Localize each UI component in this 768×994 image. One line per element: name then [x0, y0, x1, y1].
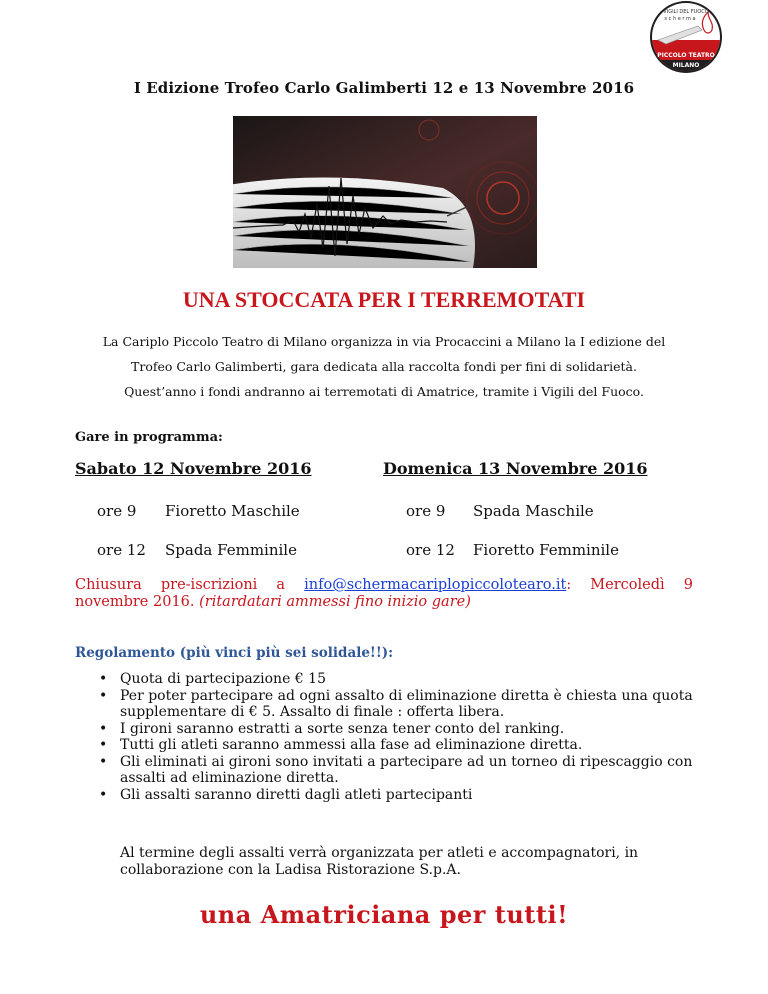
- list-item: [99, 754, 699, 787]
- rule-text: Per poter partecipare ad ogni assalto di eliminazione diretta è chiesta una quota supplementare di € 5. Assalto di finale : offerta libera.: [120, 687, 693, 720]
- rule-text: Gli assalti saranno diretti dagli atleti partecipanti: [120, 786, 473, 803]
- email-link[interactable]: info@schermacariplopiccolotearo.it: [304, 577, 567, 593]
- registration-word: 9: [683, 577, 693, 593]
- registration-word: pre-iscrizioni: [160, 577, 258, 593]
- bullet-icon: •: [99, 786, 108, 803]
- logo-band-text: PICCOLO TEATRO: [657, 52, 715, 59]
- seismograph-icon: [233, 116, 537, 268]
- final-slogan: una Amatriciana per tutti!: [199, 900, 569, 929]
- registration-date: novembre 2016.: [75, 594, 195, 610]
- bullet-icon: •: [99, 753, 108, 770]
- event-time: ore 9: [406, 502, 446, 520]
- intro-line: La Cariplo Piccolo Teatro di Milano organizza in via Procaccini a Milano la I edizione del: [102, 334, 666, 349]
- event-name: Fioretto Maschile: [165, 502, 300, 520]
- registration-word: a: [276, 577, 286, 593]
- list-item: [99, 688, 699, 721]
- day-heading-saturday: Sabato 12 Novembre 2016: [75, 459, 312, 478]
- late-entry-note: (ritardatari ammessi fino inizio gare): [199, 594, 471, 610]
- day-heading-sunday: Domenica 13 Novembre 2016: [383, 459, 648, 478]
- rule-text: I gironi saranno estratti a sorte senza tener conto del ranking.: [120, 720, 565, 737]
- logo-top-text: VIGILI DEL FUOCO: [663, 9, 709, 15]
- intro-line: Quest’anno i fondi andranno ai terremotati di Amatrice, tramite i Vigili del Fuoco.: [124, 384, 644, 399]
- event-name: Spada Maschile: [473, 502, 594, 520]
- logo-bottom-text: MILANO: [672, 62, 700, 69]
- rule-text: Quota di partecipazione € 15: [120, 671, 326, 687]
- registration-notice: [75, 577, 693, 611]
- list-item: [99, 721, 699, 738]
- main-title: UNA STOCCATA PER I TERREMOTATI: [182, 287, 586, 312]
- bullet-icon: •: [99, 671, 108, 687]
- event-time: ore 12: [406, 541, 455, 559]
- rules-list: [99, 671, 699, 803]
- intro-paragraph: [0, 334, 768, 409]
- logo-mid-text: s c h e r m a: [664, 16, 696, 22]
- club-logo: [638, 0, 734, 78]
- intro-line: Trofeo Carlo Galimberti, gara dedicata alla raccolta fondi per fini di solidarietà.: [131, 359, 637, 374]
- registration-colon: :: [566, 577, 572, 593]
- closing-note: Al termine degli assalti verrà organizzata per atleti e accompagnatori, in collaborazione con la Ladisa Ristorazione S.p.A.: [120, 845, 639, 878]
- bullet-icon: •: [99, 687, 108, 704]
- rule-text: Gli eliminati ai gironi sono invitati a partecipare ad un torneo di ripescaggio con assalti ad eliminazione diretta.: [120, 753, 693, 786]
- rule-text: Tutti gli atleti saranno ammessi alla fase ad eliminazione diretta.: [120, 737, 583, 753]
- list-item: [99, 737, 699, 754]
- bullet-icon: •: [99, 737, 108, 753]
- program-label: Gare in programma:: [75, 430, 223, 445]
- page-title: I Edizione Trofeo Carlo Galimberti 12 e 13 Novembre 2016: [133, 79, 635, 97]
- event-time: ore 12: [97, 541, 146, 559]
- list-item: [99, 671, 699, 688]
- list-item: [99, 787, 699, 804]
- rules-title: Regolamento (più vinci più sei solidale!!):: [75, 645, 394, 661]
- registration-word: Chiusura: [75, 577, 142, 593]
- event-name: Fioretto Femminile: [473, 541, 619, 559]
- bullet-icon: •: [99, 720, 108, 737]
- registration-word: Mercoledì: [590, 577, 665, 593]
- event-name: Spada Femminile: [165, 541, 297, 559]
- event-time: ore 9: [97, 502, 137, 520]
